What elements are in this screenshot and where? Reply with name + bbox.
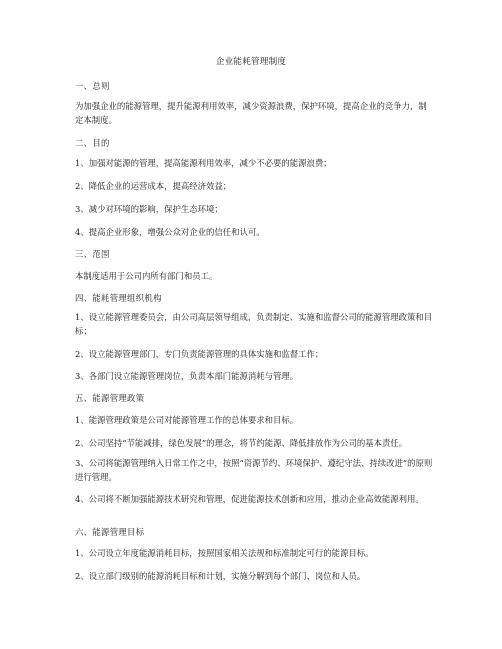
list-item: 4、公司将不断加强能源技术研究和管理，促进能源技术创新和应用，推动企业高效能源利用。: [75, 494, 424, 504]
list-item: 1、公司设立年度能源消耗目标，按照国家相关法规和标准制定可行的能源目标。: [75, 548, 374, 558]
document-title: 企业能耗管理制度: [215, 57, 287, 67]
list-item: 2、设立部门级别的能源消耗目标和计划，实施分解到每个部门、岗位和人员。: [75, 571, 366, 581]
section-heading-general: 一、总则: [75, 81, 110, 91]
section-heading-policy: 五、能源管理政策: [75, 393, 145, 403]
section-heading-purpose: 二、目的: [75, 138, 110, 148]
paragraph: 本制度适用于公司内所有部门和员工。: [75, 271, 218, 281]
section-heading-scope: 三、范围: [75, 249, 110, 259]
list-item: 4、提高企业形象，增强公众对企业的信任和认可。: [75, 227, 265, 237]
list-item: 3、各部门设立能源管理岗位，负责本部门能源消耗与管理。: [75, 371, 299, 381]
list-item: 2、设立能源管理部门，专门负责能源管理的具体实施和监督工作；: [75, 349, 324, 359]
section-heading-targets: 六、能源管理目标: [75, 527, 145, 537]
list-item: 1、加强对能源的管理，提高能源利用效率，减少不必要的能源浪费；: [75, 158, 332, 168]
list-item: 3、公司将能源管理纳入日常工作之中，按照“资源节约、环境保护、遵纪守法、持续改进”的原则进行管理。: [75, 458, 433, 482]
paragraph: 为加强企业的能源管理，提升能源利用效率，减少资源浪费，保护环境，提高企业的竞争力，制定本制度。: [75, 101, 427, 125]
list-item: 2、降低企业的运营成本，提高经济效益；: [75, 181, 232, 191]
list-item: 1、设立能源管理委员会，由公司高层领导组成，负责制定、实施和监督公司的能源管理政策和目标；: [75, 312, 433, 336]
list-item: 1、能源管理政策是公司对能源管理工作的总体要求和目标。: [75, 415, 299, 425]
list-item: 2、公司坚持“节能减排，绿色发展”的理念，将节约能源、降低排放作为公司的基本责任。: [75, 438, 408, 448]
section-heading-organization: 四、能耗管理组织机构: [75, 293, 162, 303]
list-item: 3、减少对环境的影响，保护生态环境；: [75, 204, 223, 214]
